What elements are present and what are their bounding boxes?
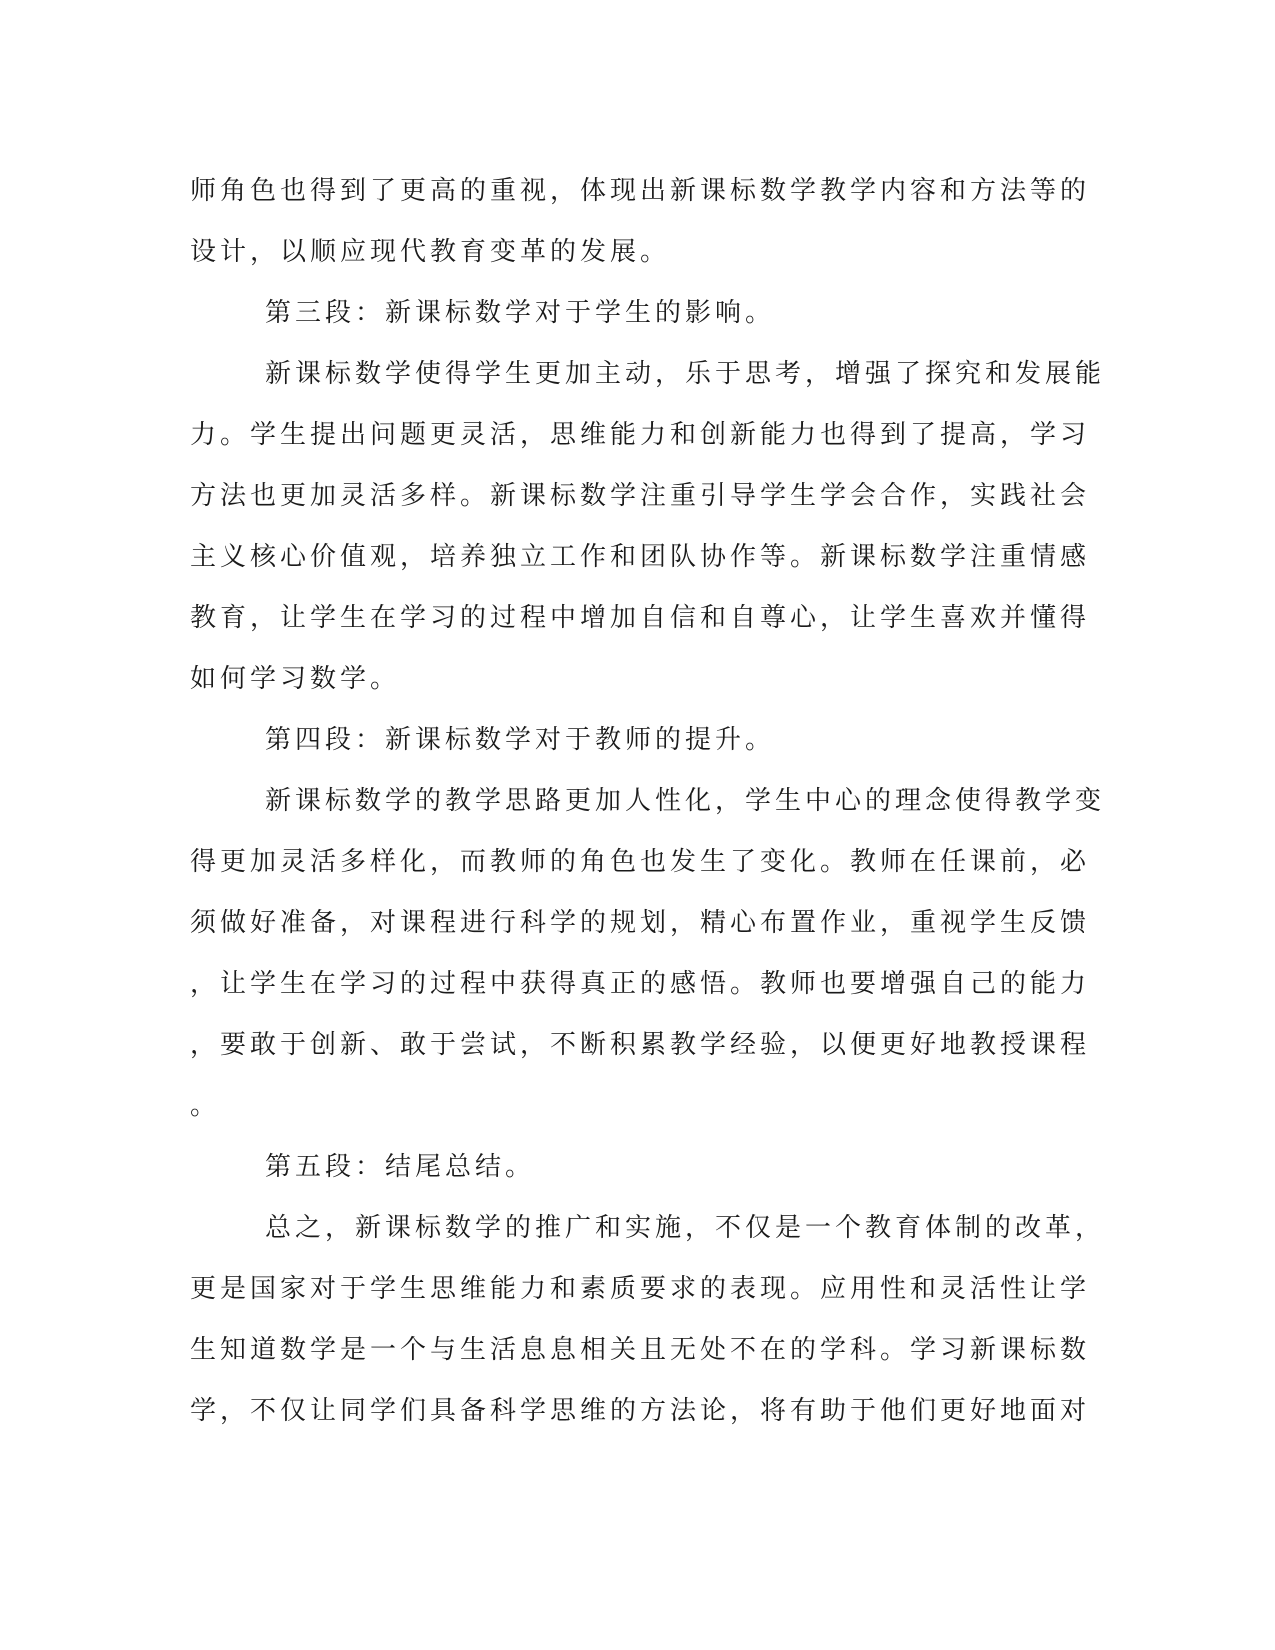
text-line: 如何学习数学。 xyxy=(190,664,401,694)
text-line: ，要敢于创新、敢于尝试，不断积累教学经验，以便更好地教授课程 xyxy=(190,1030,1091,1060)
text-line: 生知道数学是一个与生活息息相关且无处不在的学科。学习新课标数 xyxy=(190,1335,1091,1365)
text-line: 方法也更加灵活多样。新课标数学注重引导学生学会合作，实践社会 xyxy=(190,481,1091,511)
text-line: 更是国家对于学生思维能力和素质要求的表现。应用性和灵活性让学 xyxy=(190,1274,1091,1304)
text-line: 新课标数学使得学生更加主动，乐于思考，增强了探究和发展能 xyxy=(265,359,1106,389)
text-line: 总之，新课标数学的推广和实施，不仅是一个教育体制的改革， xyxy=(265,1213,1106,1243)
section-heading-4: 第四段：新课标数学对于教师的提升。 xyxy=(265,725,776,755)
text-line: 设计，以顺应现代教育变革的发展。 xyxy=(190,237,671,267)
text-line: 。 xyxy=(190,1091,221,1121)
text-line: ，让学生在学习的过程中获得真正的感悟。教师也要增强自己的能力 xyxy=(190,969,1091,999)
text-line: 得更加灵活多样化，而教师的角色也发生了变化。教师在任课前，必 xyxy=(190,847,1091,877)
text-line: 主义核心价值观，培养独立工作和团队协作等。新课标数学注重情感 xyxy=(190,542,1091,572)
text-line: 新课标数学的教学思路更加人性化，学生中心的理念使得教学变 xyxy=(265,786,1106,816)
section-heading-3: 第三段：新课标数学对于学生的影响。 xyxy=(265,298,776,328)
document-body xyxy=(190,161,1106,1442)
section-heading-5: 第五段：结尾总结。 xyxy=(265,1152,536,1182)
text-line: 学，不仅让同学们具备科学思维的方法论，将有助于他们更好地面对 xyxy=(190,1396,1091,1426)
text-line: 师角色也得到了更高的重视，体现出新课标数学教学内容和方法等的 xyxy=(190,176,1091,206)
text-line: 须做好准备，对课程进行科学的规划，精心布置作业，重视学生反馈 xyxy=(190,908,1091,938)
text-line: 力。学生提出问题更灵活，思维能力和创新能力也得到了提高，学习 xyxy=(190,420,1091,450)
text-line: 教育，让学生在学习的过程中增加自信和自尊心，让学生喜欢并懂得 xyxy=(190,603,1091,633)
